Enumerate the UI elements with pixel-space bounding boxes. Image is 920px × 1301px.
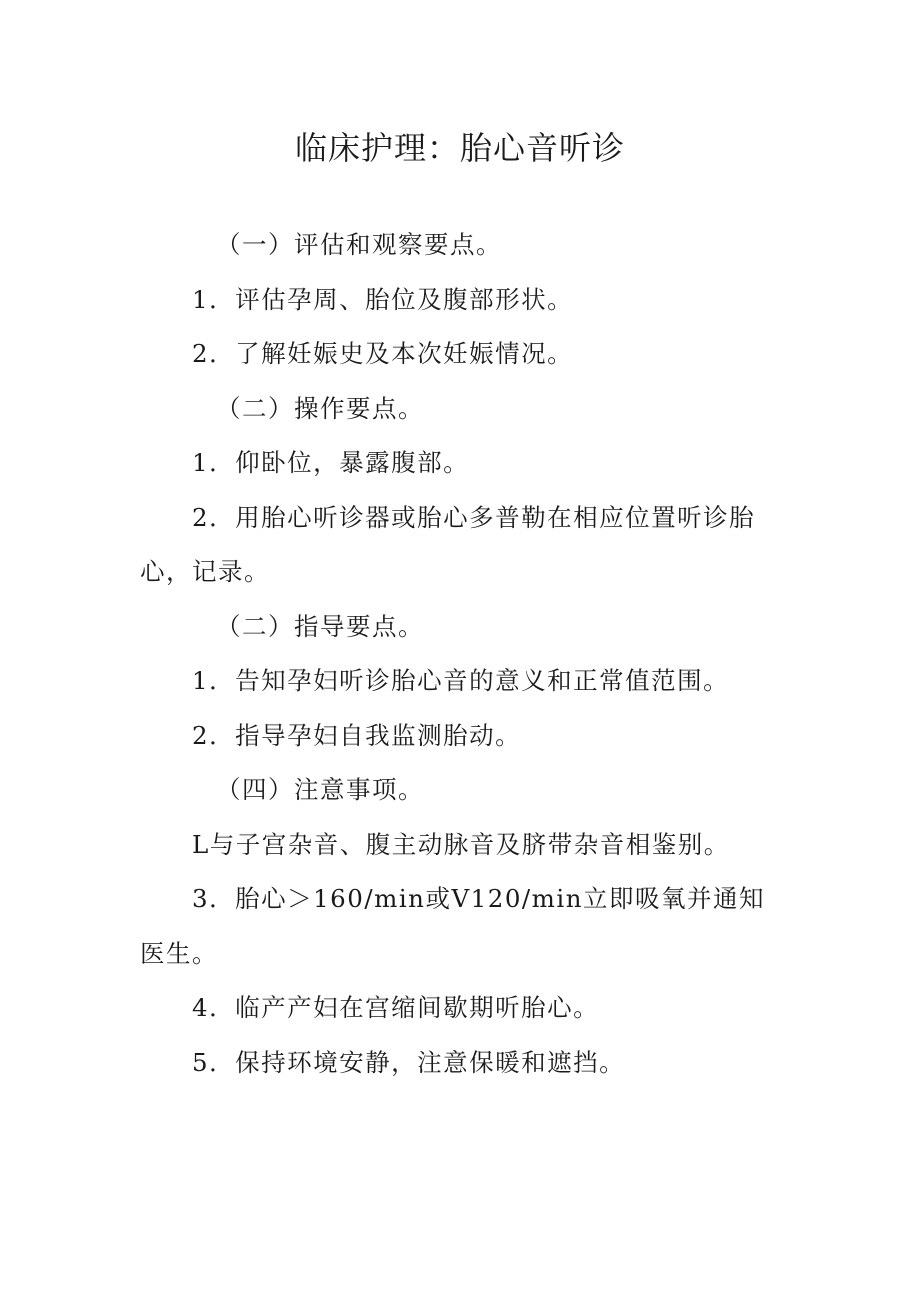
document-title: 临床护理：胎心音听诊: [294, 129, 625, 167]
section-heading-operation: （二）操作要点。: [216, 393, 424, 423]
section-heading-guidance: （二）指导要点。: [216, 611, 424, 641]
list-item: 2．用胎心听诊器或胎心多普勒在相应位置听诊胎心，记录。: [140, 502, 756, 586]
section-heading-precautions: （四）注意事项。: [216, 775, 424, 804]
list-item: 3．胎心＞160/min或V120/min立即吸氧并通知医生。: [140, 884, 766, 968]
section-heading-assessment: （一）评估和观察要点。: [216, 230, 502, 259]
document-body: [140, 218, 765, 1090]
list-item: L与子宫杂音、腹主动脉音及脐带杂音相鉴别。: [192, 829, 730, 859]
list-item: 1．告知孕妇听诊胎心音的意义和正常值范围。: [192, 666, 730, 695]
list-item: 2．指导孕妇自我监测胎动。: [192, 720, 522, 750]
list-item: 1．评估孕周、胎位及腹部形状。: [192, 284, 574, 314]
list-item: 2．了解妊娠史及本次妊娠情况。: [192, 339, 574, 368]
list-item: 5．保持环境安静，注意保暖和遮挡。: [192, 1047, 626, 1077]
list-item: 1．仰卧位，暴露腹部。: [192, 448, 470, 477]
list-item: 4．临产产妇在宫缩间歇期听胎心。: [192, 993, 600, 1022]
